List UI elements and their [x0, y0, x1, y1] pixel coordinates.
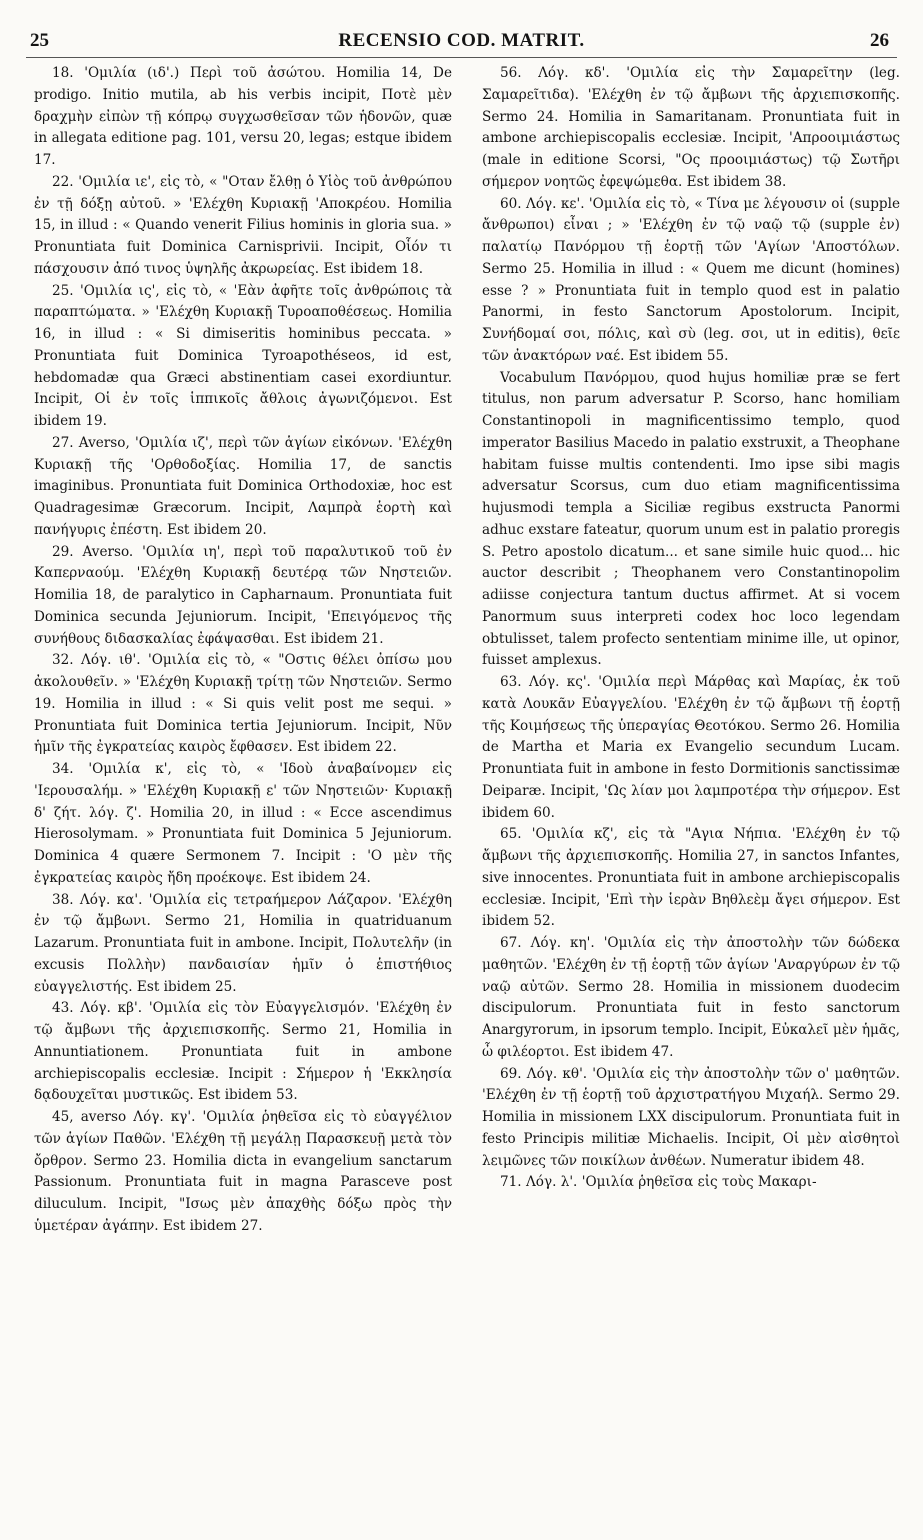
running-title: RECENSIO COD. MATRIT.: [338, 30, 585, 51]
entry-56: 56. Λόγ. κδ'. 'Ομιλία εἰς τὴν Σαμαρεῖτην (leg. Σαμαρεῖτιδα). 'Ελέχθη ἐν τῷ ἄμβωνι τῆς ἀρχιεπισκοπῆς. Sermo 24. Homilia in Samaritanam. Pronuntiata fuit in ambone archiepiscopalis ecclesiæ. Incipit, 'Απροοιμιάστως (male in editione Scorsi, "Ος προοιμιάστως) τῷ Σωτῆρι σήμερον νοητῶς ἐφεψώμεθα. Est ibidem 38.: [482, 65, 900, 190]
entry-67: 67. Λόγ. κη'. 'Ομιλία εἰς τὴν ἀποστολὴν τῶν δώδεκα μαθητῶν. 'Ελέχθη ἐν τῇ ἑορτῇ τῶν ἁγίων 'Αναργύρων ἐν τῷ ναῷ αὐτῶν. Sermo 28. Homilia in missionem duodecim discipulorum. Pronuntiata fuit in festo sanctorum Anargyrorum, in ipsorum templo. Incipit, Εὐκαλεῖ μὲν ἡμᾶς, ὦ φιλέορτοι. Est ibidem 47.: [482, 935, 900, 1060]
left-column: [34, 63, 452, 1523]
entry-38: 38. Λόγ. κα'. 'Ομιλία εἰς τετραήμερον Λάζαρον. 'Ελέχθη ἐν τῷ ἄμβωνι. Sermo 21, Homilia in quatriduanum Lazarum. Pronuntiata fuit in ambone. Incipit, Πολυτελῆν (in excusis Πολλὴν) πανδαισίαν ἡμῖν ὁ ἑπιστήθιος εὐαγγελιστής. Est ibidem 25.: [34, 891, 452, 995]
page-number-right: 26: [870, 30, 889, 51]
entry-27: 27. Averso, 'Ομιλία ιζ', περὶ τῶν ἁγίων εἰκόνων. 'Ελέχθη Κυριακῇ τῆς 'Ορθοδοξίας. Homilia 17, de sanctis imaginibus. Pronuntiata fuit Dominica Orthodoxiæ, hoc est Quadragesimæ Græcorum. Incipit, Λαμπρὰ ἑορτὴ καὶ πανήγυρις ἐπέστη. Est ibidem 20.: [34, 434, 452, 538]
entry-25: 25. 'Ομιλία ις', εἰς τὸ, « 'Εὰν ἀφῆτε τοῖς ἀνθρώποις τὰ παραπτώματα. » 'Ελέχθη Κυριακῇ Τυροαποθέσεως. Homilia 16, in illud : « Si dimiseritis hominibus peccata. » Pronuntiata fuit Dominica Tyroapothéseos, id est, hebdomadæ qua Græci abstinentiam casei exordiuntur. Incipit, Οἱ ἐν τοῖς ἱππικοῖς ἄθλοις ἀγωνιζόμενοι. Est ibidem 19.: [34, 282, 452, 429]
right-column: [482, 63, 900, 1523]
entry-60: 60. Λόγ. κε'. 'Ομιλία εἰς τὸ, « Τίνα με λέγουσιν οἱ (supple ἄνθρωποι) εἶναι ; » 'Ελέχθη ἐν τῷ ναῷ τῷ (supple ἐν) παλατίῳ Πανόρμου τῇ ἑορτῇ τῶν 'Αγίων 'Αποστόλων. Sermo 25. Homilia in illud : « Quem me dicunt (homines) esse ? » Pronuntiata fuit in templo quod est in palatio Panormi, in festo Sanctorum Apostolorum. Incipit, Συνήδομαί σοι, πόλις, καὶ σὺ (leg. σοι, ut in editis), θεῖε τῶν ἀνακτόρων ναέ. Est ibidem 55.: [482, 195, 900, 364]
header-rule: [26, 57, 897, 58]
entry-43: 43. Λόγ. κβ'. 'Ομιλία εἰς τὸν Εὐαγγελισμόν. 'Ελέχθη ἐν τῷ ἄμβωνι τῆς ἀρχιεπισκοπῆς. Sermo 21, Homilia in Annuntiationem. Pronuntiata fuit in ambone archiepiscopalis ecclesiæ. Incipit : Σήμερον ἡ 'Εκκλησία δᾳδουχεῖται μυστικῶς. Est ibidem 53.: [34, 1000, 452, 1104]
entry-45: 45, averso Λόγ. κγ'. 'Ομιλία ῥηθεῖσα εἰς τὸ εὐαγγέλιον τῶν ἁγίων Παθῶν. 'Ελέχθη τῇ μεγάλῃ Παρασκευῇ μετὰ τὸν ὄρθρον. Sermo 23. Homilia dicta in evangelium sanctarum Passionum. Pronuntiata fuit in magna Parasceve post diluculum. Incipit, "Ισως μὲν ἀπαχθὴς δόξω πρὸς τὴν ὑμετέραν ἀγάπην. Est ibidem 27.: [34, 1109, 452, 1234]
entry-22: 22. 'Ομιλία ιε', εἰς τὸ, « "Οταν ἔλθῃ ὁ Υἱὸς τοῦ ἀνθρώπου ἐν τῇ δόξῃ αὐτοῦ. » 'Ελέχθη Κυριακῇ 'Αποκρέου. Homilia 15, in illud : « Quando venerit Filius hominis in gloria sua. » Pronuntiata fuit Dominica Carnisprivii. Incipit, Οἷόν τι πάσχουσιν ἀπό τινος ὑψηλῆς ἀκρωρείας. Est ibidem 18.: [34, 173, 452, 277]
entry-34: 34. 'Ομιλία κ', εἰς τὸ, « 'Ιδοὺ ἀναβαίνομεν εἰς 'Ιερουσαλήμ. » 'Ελέχθη Κυριακῇ ε' τῶν Νηστειῶν· Κυριακῇ δ' ζήτ. λόγ. ζ'. Homilia 20, in illud : « Ecce ascendimus Hierosolymam. » Pronuntiata fuit Dominica 5 Jejuniorum. Dominica 4 quære Sermonem 7. Incipit : 'Ο μὲν τῆς ἐγκρατείας καιρὸς ἤδη προέκοψε. Est ibidem 24.: [34, 761, 452, 886]
entry-65: 65. 'Ομιλία κζ', εἰς τὰ "Αγια Νήπια. 'Ελέχθη ἐν τῷ ἄμβωνι τῆς ἀρχιεπισκοπῆς. Homilia 27, in sanctos Infantes, sive innocentes. Pronuntiata fuit in ambone archiepiscopalis ecclesiæ. Incipit, 'Επὶ τὴν ἱερὰν Βηθλεὲμ ἄγει σήμερον. Est ibidem 52.: [482, 826, 900, 930]
entry-63: 63. Λόγ. κς'. 'Ομιλία περὶ Μάρθας καὶ Μαρίας, ἐκ τοῦ κατὰ Λουκᾶν Εὐαγγελίου. 'Ελέχθη ἐν τῷ ἄμβωνι τῇ ἑορτῇ τῆς Κοιμήσεως τῆς ὑπεραγίας Θεοτόκου. Sermo 26. Homilia de Martha et Maria ex Evangelio secundum Lucam. Pronuntiata fuit in ambone in festo Dormitionis sanctissimæ Deiparæ. Incipit, 'Ως λίαν μοι λαμπροτέρα τὴν σήμερον. Est ibidem 60.: [482, 674, 900, 821]
entry-32: 32. Λόγ. ιθ'. 'Ομιλία εἰς τὸ, « "Οστις θέλει ὀπίσω μου ἀκολουθεῖν. » 'Ελέχθη Κυριακῇ τρίτῃ τῶν Νηστειῶν. Sermo 19. Homilia in illud : « Si quis velit post me sequi. » Pronuntiata fuit Dominica tertia Jejuniorum. Incipit, Νῦν ἡμῖν τῆς ἐγκρατείας καιρὸς ἔφθασεν. Est ibidem 22.: [34, 652, 452, 756]
page-number-left: 25: [30, 30, 49, 51]
entry-29: 29. Averso. 'Ομιλία ιη', περὶ τοῦ παραλυτικοῦ τοῦ ἐν Καπερναούμ. 'Ελέχθη Κυριακῇ δευτέρᾳ τῶν Νηστειῶν. Homilia 18, de paralytico in Capharnaum. Pronuntiata fuit Dominica secunda Jejuniorum. Incipit, 'Επειγόμενος τῆς συνήθους διδασκαλίας ἐφάψασθαι. Est ibidem 21.: [34, 543, 452, 647]
entry-71: 71. Λόγ. λ'. 'Ομιλία ῥηθεῖσα εἰς τοὺς Μακαρι-: [500, 1174, 817, 1191]
note-panormus: Vocabulum Πανόρμου, quod hujus homiliæ præ se fert titulus, non parum adversatur P. Scorso, hanc homiliam Constantinopoli in magnificentissimo templo, quod imperator Basilius Macedo in palatio exstruxit, a Theophane habitam fuisse multis contendenti. Imo ipse sibi magis adversatur Scorsus, cum duo etiam magnificentissima hujusmodi templa a Siciliæ regibus exstructa Panormi adhuc exstare fateatur, quorum unum est in palatio proregis S. Petro apostolo dicatum... et sane simile huic quod... hic auctor describit ; Theophanem vero Constantinopolim adiisse conjectura tantum ductus affirmet. At si vocem Panormum suus interpreti codex hoc loco legendam obtulisset, talem profecto sententiam minime ille, ut opinor, fuisset amplexus.: [482, 369, 900, 669]
entry-18: 18. 'Ομιλία (ιδ'.) Περὶ τοῦ ἀσώτου. Homilia 14, De prodigo. Initio mutila, ab his verbis incipit, Ποτὲ μὲν δραχμὴν εἰπὼν τῇ κόπρῳ συγχωσθεῖσαν τῶν ἡδονῶν, quæ in allegata editione pag. 101, versu 20, legas; estque ibidem 17.: [34, 65, 452, 168]
entry-69: 69. Λόγ. κθ'. 'Ομιλία εἰς τὴν ἀποστολὴν τῶν ο' μαθητῶν. 'Ελέχθη ἐν τῇ ἑορτῇ τοῦ ἀρχιστρατήγου Μιχαήλ. Sermo 29. Homilia in missionem LXX discipulorum. Pronuntiata fuit in festo Principis militiæ Michaelis. Incipit, Οἱ μὲν αἰσθητοὶ λειμῶνες τῶν ποικίλων ἀνθέων. Numeratur ibidem 48.: [482, 1065, 900, 1169]
